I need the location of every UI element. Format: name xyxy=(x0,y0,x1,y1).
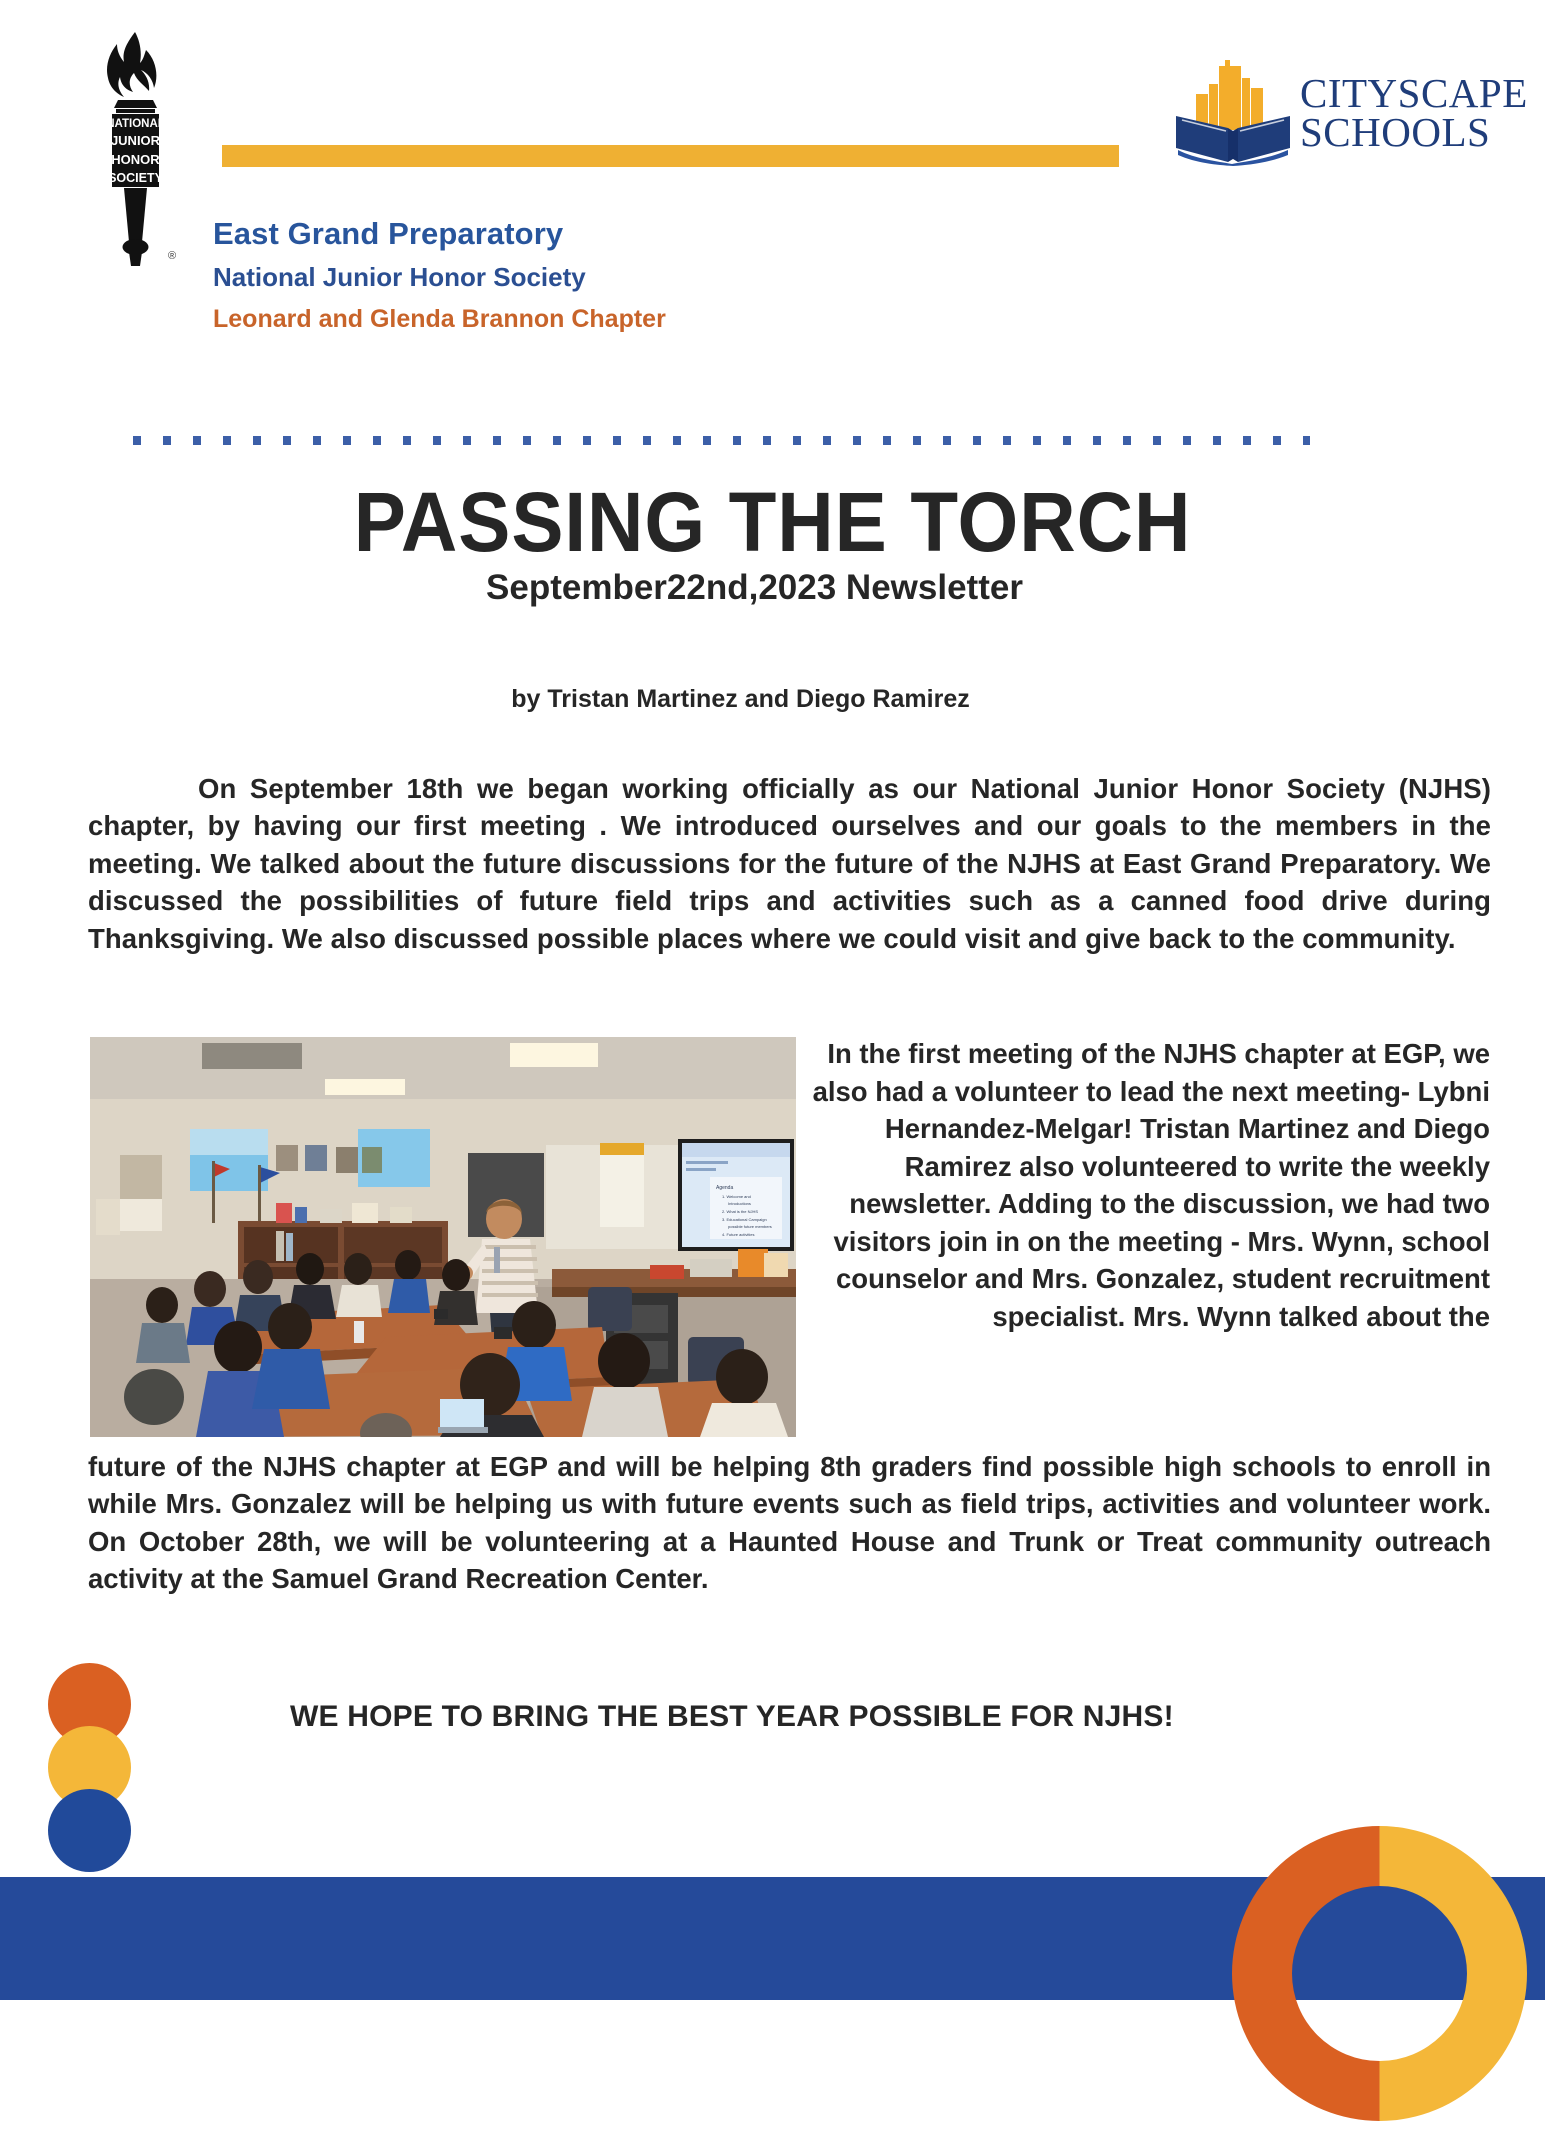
svg-text:®: ® xyxy=(168,250,177,262)
decorative-dot-stack xyxy=(48,1663,154,1887)
paragraph-two: In the first meeting of the NJHS chapter at EGP, we also had a volunteer to lead the next meeting- Lybni Hernandez-Melgar! Tristan Martinez and Diego Ramirez also volunteered to write the weekly newsletter. Adding to the discussion, we had two visitors join in on the meeting - Mrs. Wynn, school counselor and Mrs. Gonzalez, student recruitment specialist. Mrs. Wynn talked about the xyxy=(812,1038,1490,1332)
svg-text:Agenda: Agenda xyxy=(716,1185,734,1191)
paragraph-one-text: On September 18th we began working officially as our National Junior Honor Society (NJHS) chapter, by having our first meeting . We introduced ourselves and our goals to the members in the meeting. We talked about the future discussions for the future of the NJHS at East Grand Preparatory. We discussed the possibilities of future field trips and activities such as a canned food drive during Thanksgiving. We also discussed possible places where we could visit and give back to the community. xyxy=(88,773,1491,954)
cityscape-book-skyline-icon xyxy=(1172,58,1294,166)
svg-text:NATIONAL: NATIONAL xyxy=(106,118,165,130)
header-accent-bar xyxy=(222,145,1119,167)
paragraph-one xyxy=(88,770,1491,957)
paragraph-three: future of the NJHS chapter at EGP and will be helping 8th graders find possible high schools to enroll in while Mrs. Gonzalez will be helping us with future events such as field trips, activities and volunteer work. On October 28th, we will be volunteering at a Haunted House and Trunk or Treat community outreach activity at the Samuel Grand Recreation Center. xyxy=(88,1451,1491,1595)
meeting-photo xyxy=(90,1037,796,1437)
title-block xyxy=(0,475,1545,608)
school-name: East Grand Preparatory xyxy=(213,216,564,251)
cityscape-wordmark-line2: SCHOOLS xyxy=(1300,108,1491,155)
decorative-dot-blue xyxy=(48,1789,131,1872)
cityscape-wordmark-line1: CITYSCAPE xyxy=(1300,70,1528,116)
njhs-torch-logo xyxy=(88,28,183,268)
svg-text:1. Welcome and: 1. Welcome and xyxy=(722,1194,751,1199)
decorative-corner-ring xyxy=(1218,1812,1541,2135)
closing-statement: WE HOPE TO BRING THE BEST YEAR POSSIBLE FOR NJHS! xyxy=(290,1700,1174,1733)
cityscape-schools-logo xyxy=(1172,58,1528,168)
newsletter-date-subtitle: September22nd,2023 Newsletter xyxy=(486,568,1023,607)
svg-text:possible future members: possible future members xyxy=(728,1224,772,1229)
svg-text:HONOR: HONOR xyxy=(111,152,160,167)
svg-text:SOCIETY: SOCIETY xyxy=(108,171,163,185)
chapter-name: Leonard and Glenda Brannon Chapter xyxy=(213,304,666,333)
svg-text:JUNIOR: JUNIOR xyxy=(110,133,161,148)
svg-text:2. What is the NJHS: 2. What is the NJHS xyxy=(722,1209,759,1214)
svg-text:3. Educational Campaign: 3. Educational Campaign xyxy=(722,1217,767,1222)
svg-text:Introductions: Introductions xyxy=(728,1201,751,1206)
society-name: National Junior Honor Society xyxy=(213,262,586,293)
dotted-divider xyxy=(133,436,1310,445)
svg-text:4. Future activities: 4. Future activities xyxy=(722,1232,755,1237)
page-title: PASSING THE TORCH xyxy=(353,475,1192,569)
header-org-titles xyxy=(213,214,1113,337)
cityscape-wordmark xyxy=(1300,70,1528,155)
byline: by Tristan Martinez and Diego Ramirez xyxy=(511,685,970,713)
